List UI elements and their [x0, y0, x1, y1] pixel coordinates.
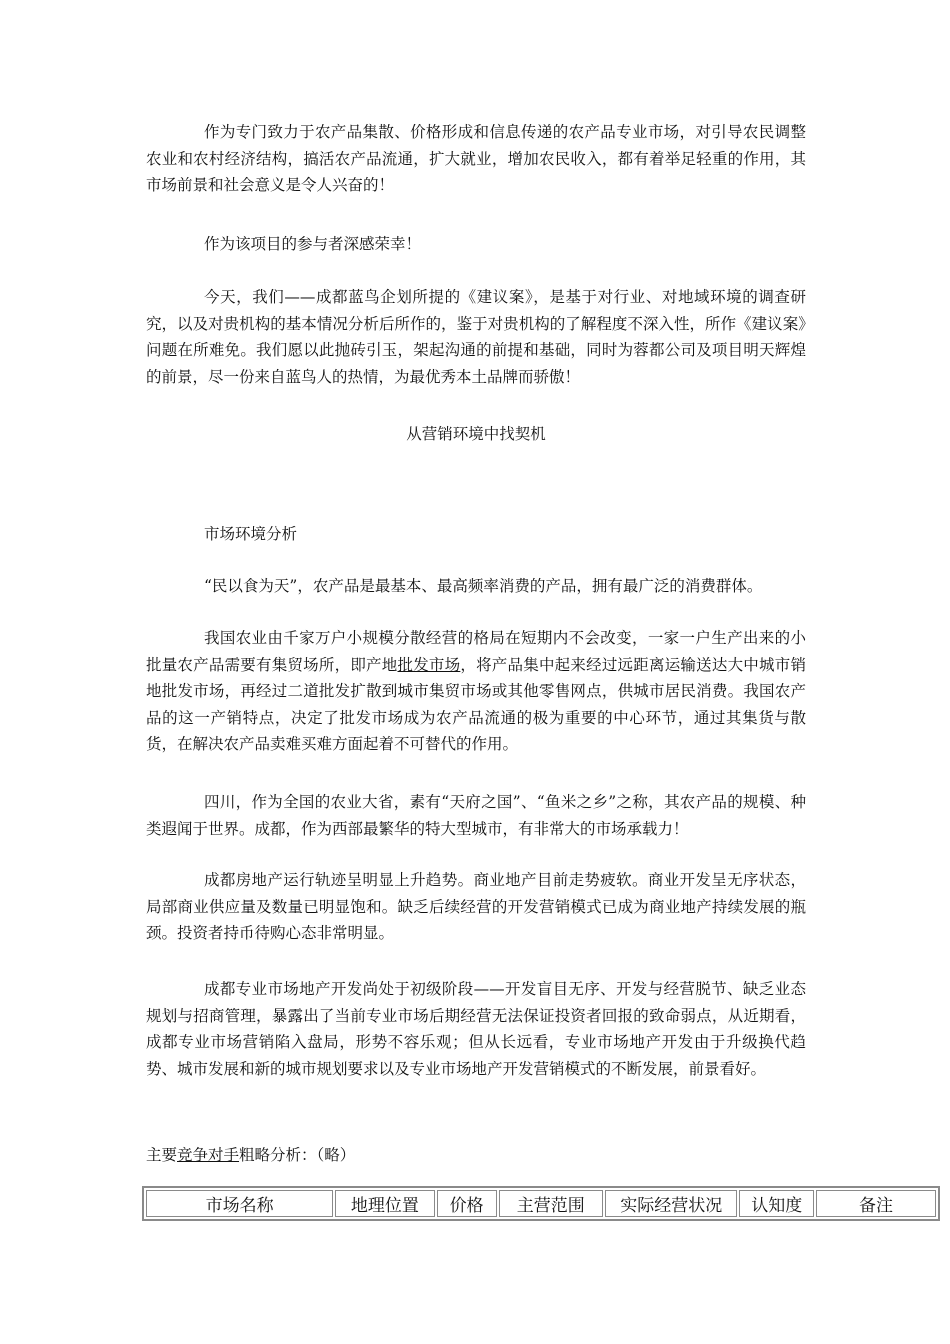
competitors-line [146, 1142, 806, 1169]
table-header-row [146, 1190, 936, 1217]
paragraph-intro: 作为专门致力于农产品集散、价格形成和信息传递的农产品专业市场，对引导农民调整农业和农村经济结构，搞活农产品流通，扩大就业，增加农民收入，都有着举足轻重的作用，其市场前景和社会意义是令人兴奋的！ [146, 123, 806, 194]
header-operation-status: 实际经营状况 [605, 1190, 737, 1217]
paragraph-wholesale-text-a: 我国农业由千家万户小规模分散经营的格局在短期内不会改变，一家一户生产出来的小批量农产品需要有集贸场所，即产地 [146, 629, 806, 674]
competitors-prefix: 主要 [146, 1146, 178, 1164]
paragraph-sichuan: 四川，作为全国的农业大省，素有“天府之国”、“鱼米之乡”之称，其农产品的规模、种类遐闻于世界。成都，作为西部最繁华的特大型城市，有非常大的市场承载力！ [146, 793, 806, 838]
paragraph-wholesale [146, 625, 806, 758]
header-remarks: 备注 [816, 1190, 936, 1217]
header-price: 价格 [437, 1190, 497, 1217]
header-business-scope: 主营范围 [499, 1190, 603, 1217]
paragraph-food-basic: “民以食为天”，农产品是最基本、最高频率消费的产品，拥有最广泛的消费群体。 [204, 577, 763, 595]
competitors-link[interactable]: 竞争对手 [177, 1146, 240, 1164]
competitors-suffix: 粗略分析：（略） [239, 1146, 356, 1164]
paragraph-professional-market: 成都专业市场地产开发尚处于初级阶段——开发盲目无序、开发与经营脱节、缺乏业态规划与招商管理，暴露出了当前专业市场后期经营无法保证投资者回报的致命弱点，从近期看，成都专业市场营销陷入盘局，形势不容乐观；但从长远看，专业市场地产开发由于升级换代趋势、城市发展和新的城市规划要求以及专业市场地产开发营销模式的不断发展，前景看好。 [146, 980, 806, 1078]
competitor-table [142, 1186, 940, 1221]
section-heading-market-environment: 市场环境分析 [204, 525, 298, 543]
header-recognition: 认知度 [739, 1190, 813, 1217]
wholesale-market-link[interactable]: 批发市场 [397, 655, 461, 674]
paragraph-real-estate: 成都房地产运行轨迹呈明显上升趋势。商业地产目前走势疲软。商业开发呈无序状态，局部商业供应量及数量已明显饱和。缺乏后续经营的开发营销模式已成为商业地产持续发展的瓶颈。投资者持币待购心态非常明显。 [146, 871, 806, 942]
paragraph-proposal: 今天，我们——成都蓝鸟企划所提的《建议案》，是基于对行业、对地域环境的调查研究，以及对贵机构的基本情况分析后所作的，鉴于对贵机构的了解程度不深入性，所作《建议案》问题在所难免。我们愿以此抛砖引玉，架起沟通的前提和基础，同时为蓉都公司及项目明天辉煌的前景，尽一份来自蓝鸟人的热情，为最优秀本土品牌而骄傲！ [146, 288, 806, 386]
paragraph-honored: 作为该项目的参与者深感荣幸！ [204, 235, 422, 253]
header-location: 地理位置 [335, 1190, 434, 1217]
section-heading-center: 从营销环境中找契机 [406, 425, 546, 443]
paragraph-wholesale-text-b: ，将产品集中起来经过远距离运输送达大中城市销地批发市场，再经过二道批发扩散到城市集贸市场或其他零售网点，供城市居民消费。我国农产品的这一产销特点，决定了批发市场成为农产品流通的极为重要的中心环节，通过其集货与散货，在解决农产品卖难买难方面起着不可替代的作用。 [146, 655, 806, 753]
header-market-name: 市场名称 [146, 1190, 333, 1217]
